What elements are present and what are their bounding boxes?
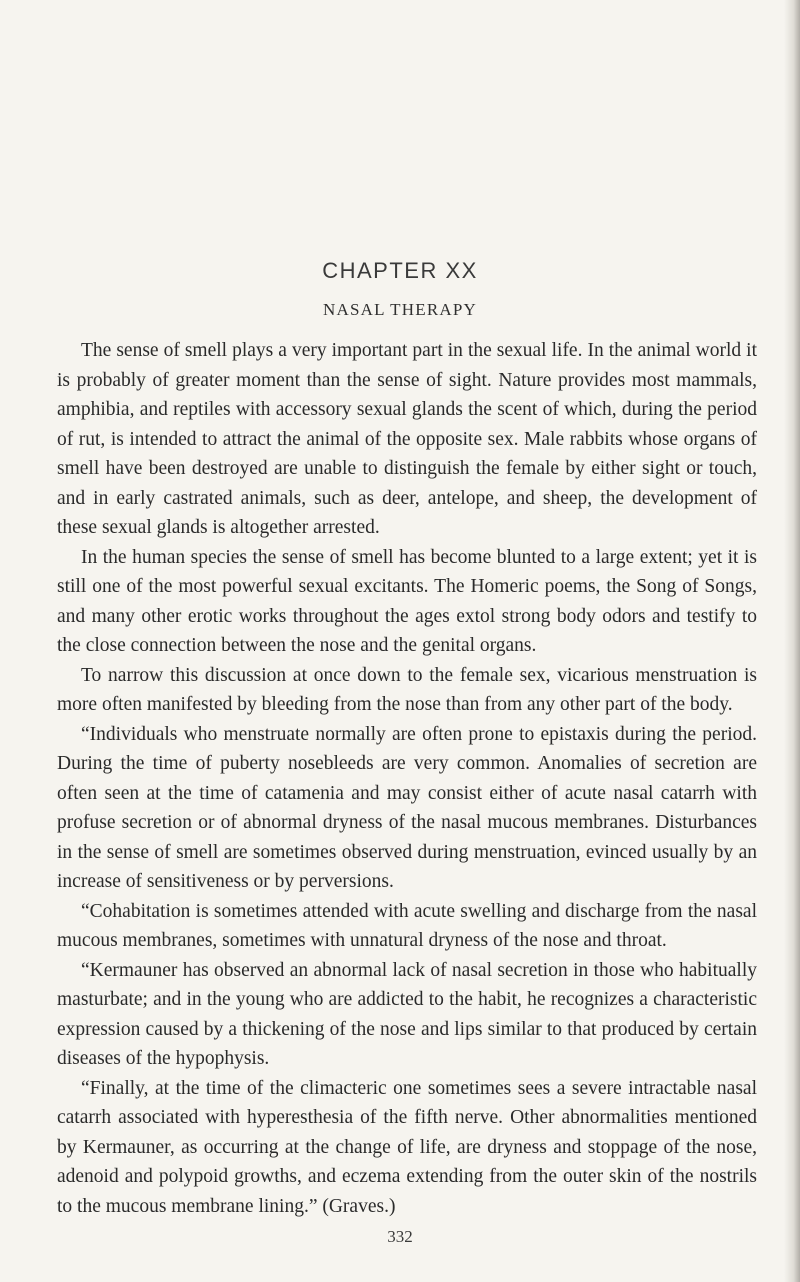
paragraph: The sense of smell plays a very important part in the sexual life. In the animal world it is probably of greater moment than the sense of sight. Nature provides most mammals, amphibia, and reptiles with accessory sexual glands the scent of which, during the period of rut, is intended to attract the animal of the opposite sex. Male rabbits whose organs of smell have been destroyed are unable to distinguish the female by either sight or touch, and in early castrated animals, such as deer, antelope, and sheep, the development of these sexual glands is altogether arrested. (57, 340, 757, 538)
body-text (57, 336, 757, 1221)
section-title: NASAL THERAPY (323, 300, 477, 319)
chapter-title: CHAPTER XX (322, 258, 478, 283)
paragraph: “Cohabitation is sometimes attended with acute swelling and discharge from the nasal mucous membranes, sometimes with unnatural dryness of the nose and throat. (57, 900, 757, 951)
paragraph: In the human species the sense of smell has become blunted to a large extent; yet it is still one of the most powerful sexual excitants. The Homeric poems, the Song of Songs, and many other erotic works throughout the ages extol strong body odors and testify to the close connection between the nose and the genital organs. (57, 546, 757, 656)
paragraph: “Individuals who menstruate normally are often prone to epistaxis during the period. During the time of puberty nosebleeds are very common. Anomalies of secretion are often seen at the time of catamenia and may consist either of acute nasal catarrh with profuse secretion or of abnormal dryness of the nasal mucous membranes. Disturbances in the sense of smell are sometimes observed during menstruation, evinced usually by an increase of sensitiveness or by perversions. (57, 723, 757, 892)
paragraph: To narrow this discussion at once down to the female sex, vicarious menstruation is more often manifested by bleeding from the nose than from any other part of the body. (57, 664, 757, 715)
paragraph: “Finally, at the time of the climacteric one sometimes sees a severe intractable nasal catarrh associated with hyperesthesia of the fifth nerve. Other abnormalities mentioned by Kermauner, as occurring at the change of life, are dryness and stoppage of the nose, adenoid and polypoid growths, and eczema extending from the outer skin of the nostrils to the mucous membrane lining.” (Graves.) (57, 1077, 757, 1217)
paragraph: “Kermauner has observed an abnormal lack of nasal secretion in those who habitually masturbate; and in the young who are addicted to the habit, he recognizes a characteristic expression caused by a thickening of the nose and lips similar to that produced by certain diseases of the hypophysis. (57, 959, 757, 1069)
page-number: 332 (387, 1227, 413, 1246)
page-edge-shadow (784, 0, 800, 1282)
